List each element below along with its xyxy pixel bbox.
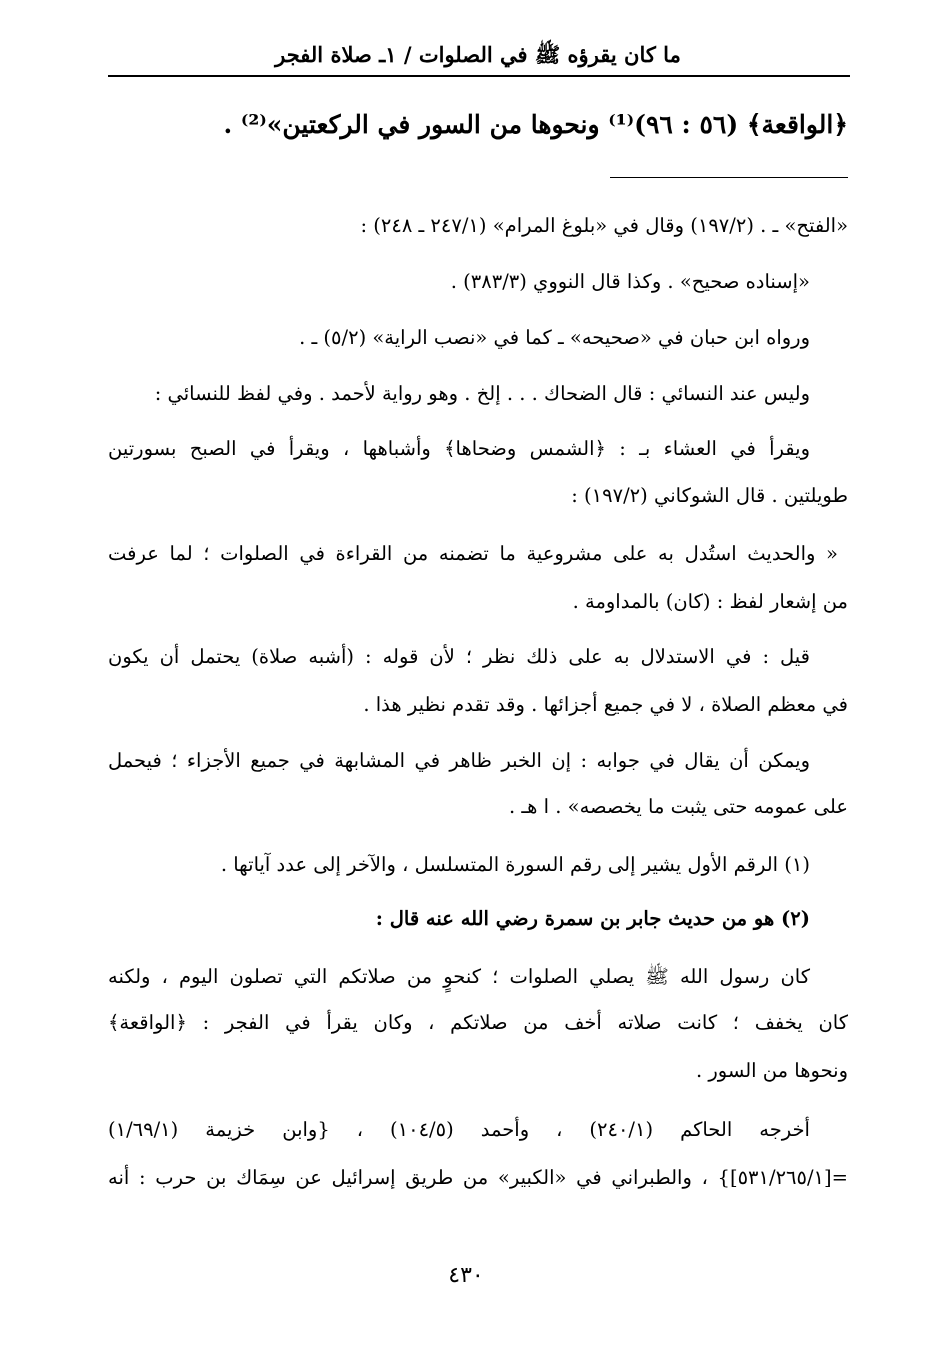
footnote-line: ويمكن أن يقال في جوابه : إن الخبر ظاهر في المشابهة في جميع الأجزاء ؛ فيحمل (108, 749, 810, 772)
main-text: ﴿الواقعة﴾ (٥٦ : ٩٦)⁽¹⁾ ونحوها من السور في الركعتين»⁽²⁾ . (223, 110, 848, 139)
footnote-2: (٢) هو من حديث جابر بن سمرة رضي الله عنه قال : (375, 907, 810, 930)
footnote-line: « والحديث استُدل به على مشروعية ما تضمنه من القراءة في الصلوات ؛ لما عرفت (108, 542, 838, 565)
footnote-line: كان يخفف ؛ كانت صلاته أخف من صلاتكم ، وكان يقرأ في الفجر : ﴿الواقعة﴾ (108, 1011, 848, 1034)
footnote-line: طويلتين . قال الشوكاني (١٩٧/٢) : (571, 484, 848, 507)
running-header: ما كان يقرؤه ﷺ في الصلوات / ١ـ صلاة الفجر (275, 42, 681, 67)
footnote-line: أخرجه الحاكم (٢٤٠/١) ، وأحمد (١٠٤/٥) ، {وابن خزيمة (١/٦٩/١) (108, 1118, 810, 1141)
page-number: ٤٣٠ (448, 1263, 484, 1288)
footnote-line: =[٥٣١/٢٦٥/١]} ، والطبراني في «الكبير» من طريق إسرائيل عن سِمَاك بن حرب : أنه (108, 1166, 848, 1189)
footnote-line: في معظم الصلاة ، لا في جميع أجزائها . وقد تقدم نظير هذا . (363, 693, 848, 716)
header-rule (108, 75, 850, 77)
footnote-line: ورواه ابن حبان في «صحيحه» ـ كما في «نصب الراية» (٥/٢) ـ . (299, 326, 810, 349)
footnote-line: على عمومه حتى يثبت ما يخصصه» . ا هـ . (509, 795, 848, 818)
footnote-line: قيل : في الاستدلال به على ذلك نظر ؛ لأن قوله : (أشبه صلاة) يحتمل أن يكون (108, 645, 810, 668)
footnote-line: وليس عند النسائي : قال الضحاك . . . إلخ . وهو رواية لأحمد . وفي لفظ للنسائي : (154, 382, 810, 405)
footnote-line: ونحوها من السور . (695, 1059, 848, 1082)
footnote-line: «الفتح» ـ . (١٩٧/٢) وقال في «بلوغ المرام» (٢٤٧/١ ـ ٢٤٨) : (360, 214, 848, 237)
footnote-1: (١) الرقم الأول يشير إلى رقم السورة المتسلسل ، والآخر إلى عدد آياتها . (220, 853, 810, 876)
footnote-line: كان رسول الله ﷺ يصلي الصلوات ؛ كنحوٍ من صلاتكم التي تصلون اليوم ، ولكنه (108, 965, 810, 988)
footnote-line: ويقرأ في العشاء بـ : ﴿الشمس وضحاها﴾ وأشباهها ، ويقرأ في الصبح بسورتين (108, 437, 810, 460)
footnote-line: «إسناده صحيح» . وكذا قال النووي (٣٨٣/٣) . (450, 270, 810, 293)
footnote-line: من إشعار لفظ : (كان) بالمداومة . (572, 590, 848, 613)
footnote-separator (610, 177, 848, 178)
